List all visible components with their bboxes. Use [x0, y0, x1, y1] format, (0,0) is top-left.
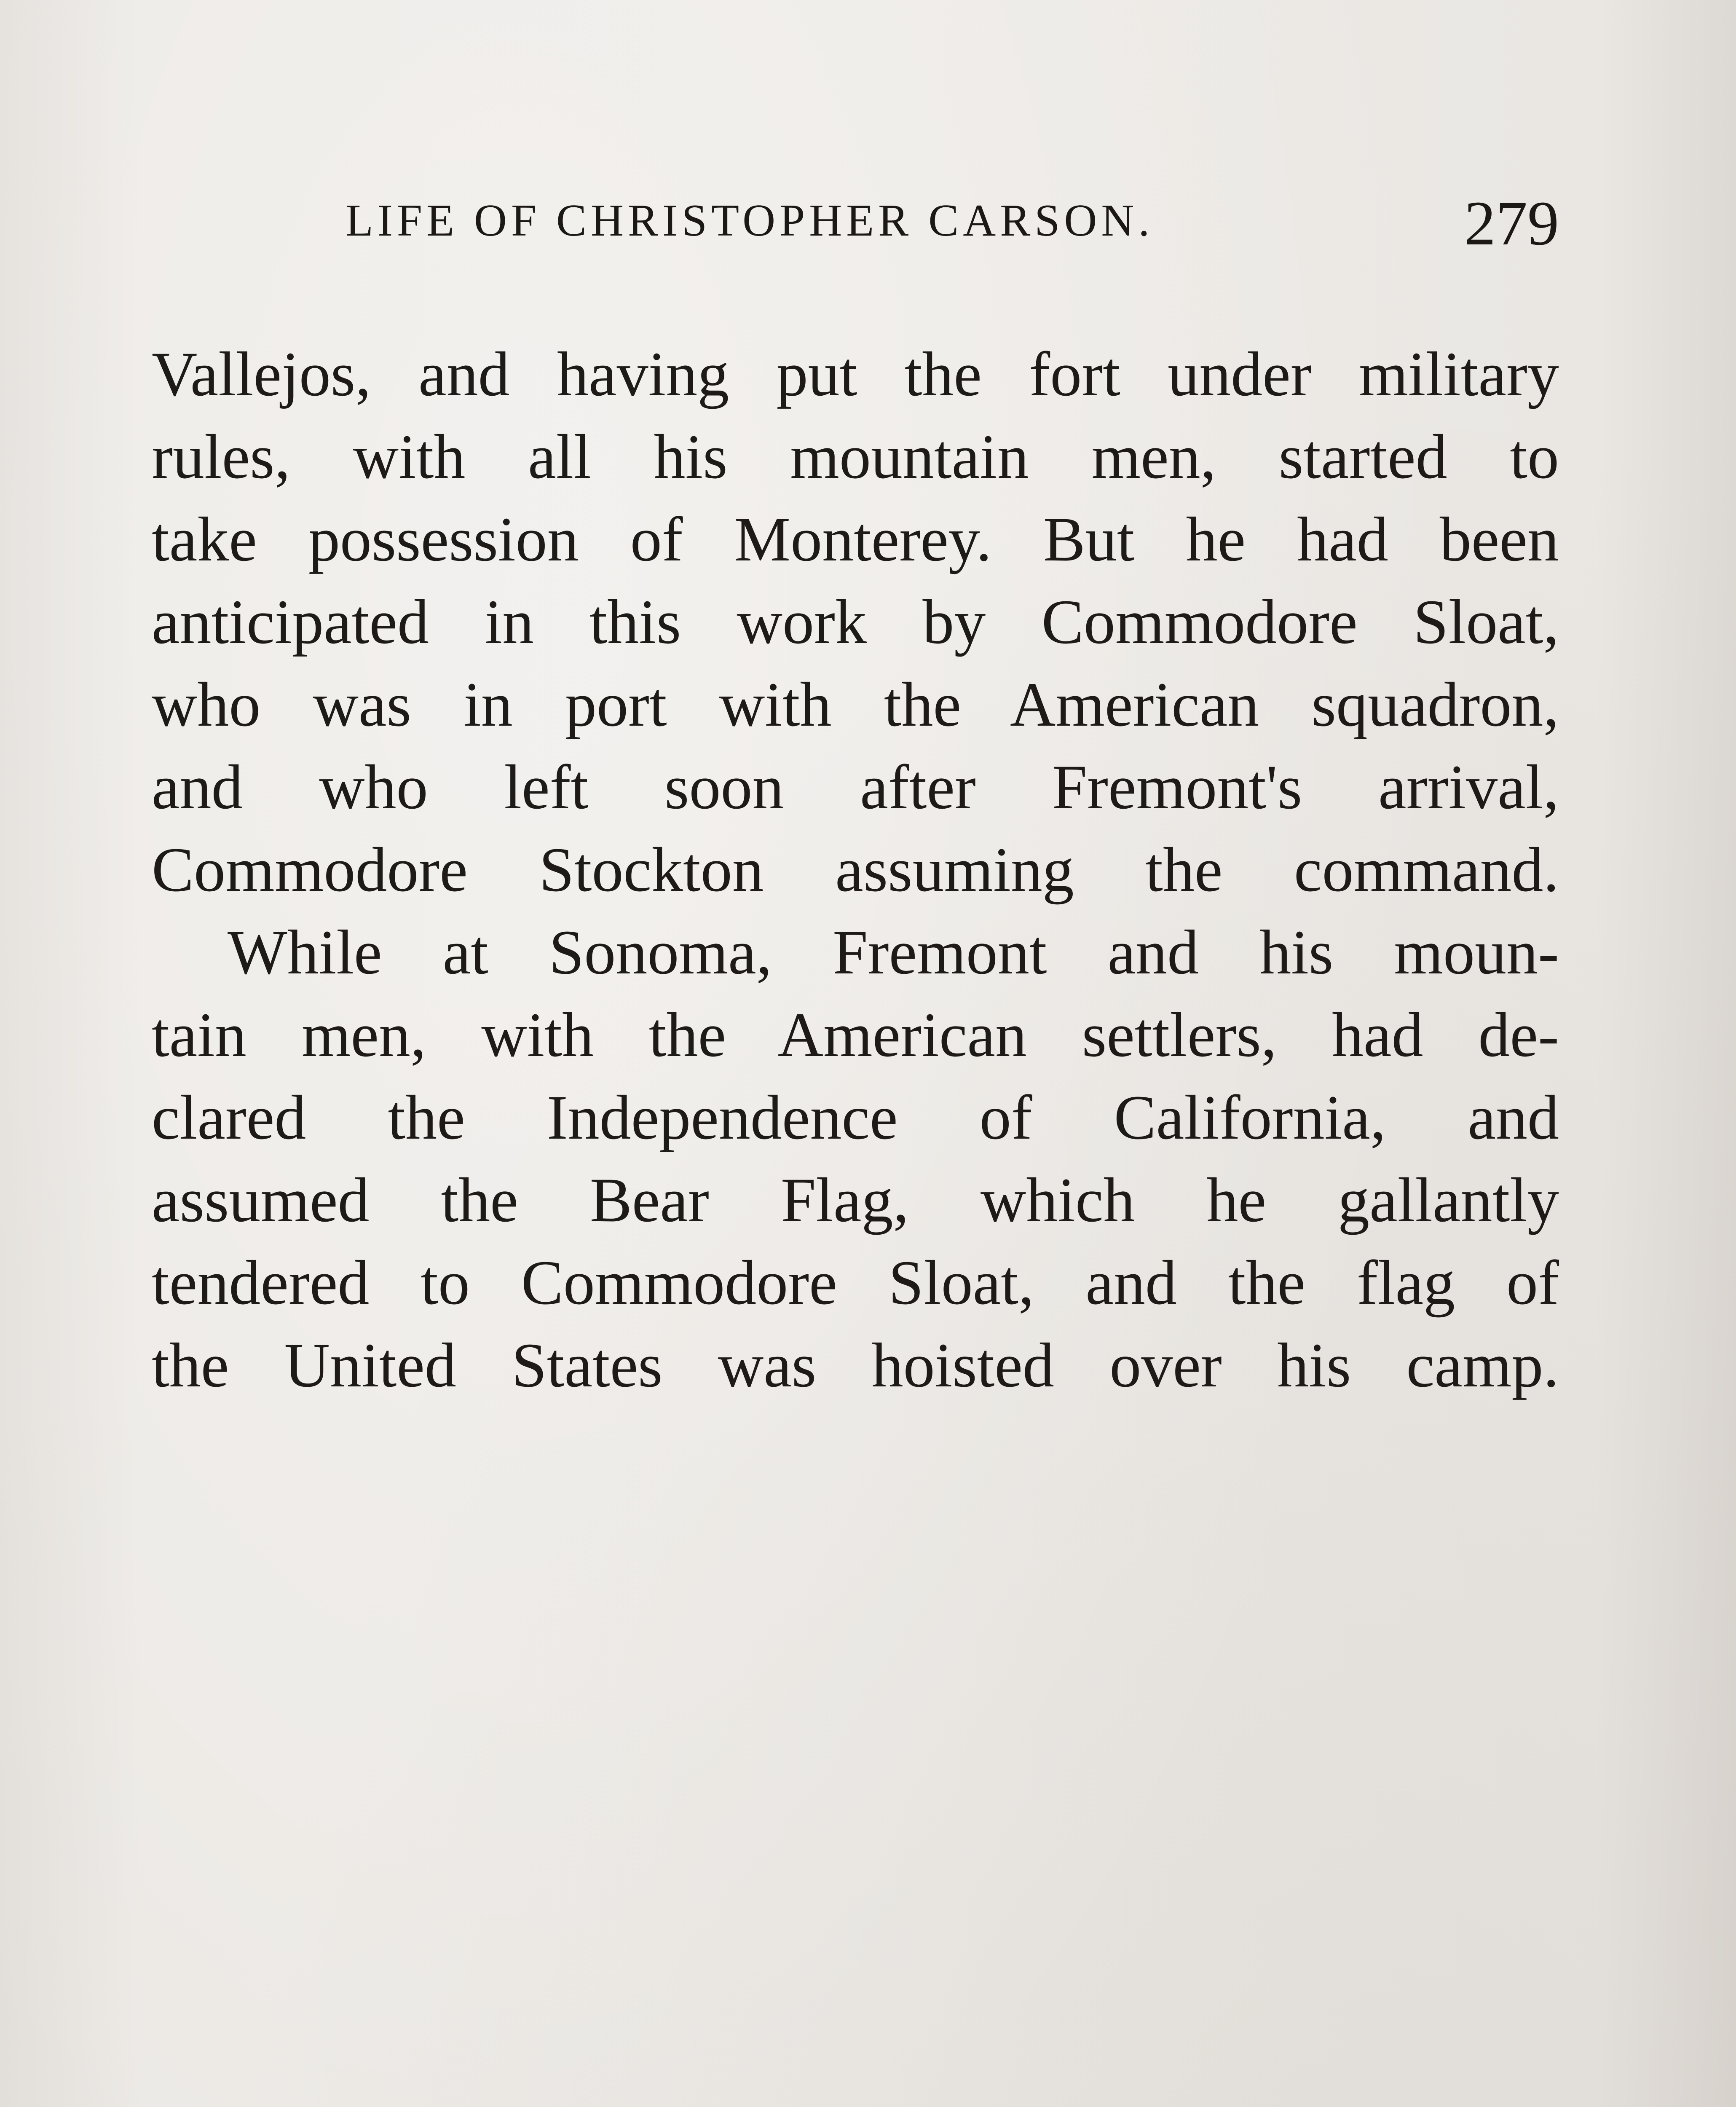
text-line: While at Sonoma, Fremont and his moun-	[228, 917, 1559, 987]
text-line: the United States was hoisted over his camp.	[152, 1330, 1559, 1400]
text-line: and who left soon after Fremont's arrival,	[152, 752, 1559, 822]
running-head: LIFE OF CHRISTOPHER CARSON.	[346, 196, 1154, 246]
text-line: who was in port with the American squadron,	[152, 670, 1559, 740]
text-line: tain men, with the American settlers, had de-	[152, 1000, 1559, 1070]
text-line: anticipated in this work by Commodore Sloat,	[152, 587, 1559, 657]
page-number: 279	[1464, 188, 1559, 258]
text-line: clared the Independence of California, and	[152, 1083, 1559, 1153]
page-body-text	[152, 333, 1559, 1407]
text-line: take possession of Monterey. But he had been	[152, 504, 1559, 574]
text-line: Commodore Stockton assuming the command.	[152, 835, 1559, 905]
text-line: tendered to Commodore Sloat, and the flag of	[152, 1248, 1559, 1318]
text-line: assumed the Bear Flag, which he gallantly	[152, 1165, 1559, 1235]
text-line: rules, with all his mountain men, started to	[152, 422, 1559, 492]
text-line: Vallejos, and having put the fort under military	[152, 339, 1559, 409]
